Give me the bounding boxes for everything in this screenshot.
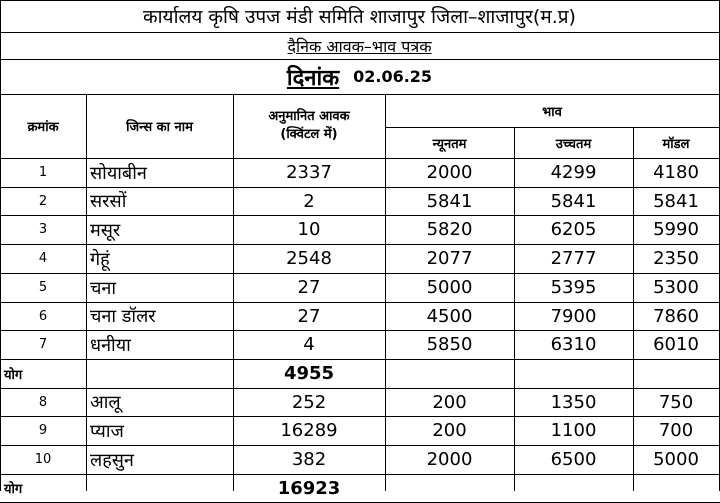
row-modal-price: 700 <box>658 420 694 441</box>
row-commodity: चना <box>90 277 117 299</box>
row-arrival: 2548 <box>286 248 332 269</box>
row-modal-price: 5990 <box>653 219 699 240</box>
row-max-price: 6310 <box>550 334 597 355</box>
row-serial: 3 <box>38 222 48 237</box>
row-min-price: 200 <box>432 420 467 441</box>
row-arrival: 382 <box>291 449 327 470</box>
row-min-price: 5841 <box>426 190 473 212</box>
row-max-price: 6500 <box>550 449 597 470</box>
total-label: योग <box>4 367 23 383</box>
total-label: योग <box>4 482 23 497</box>
row-serial: 7 <box>38 337 48 352</box>
row-arrival: 2 <box>303 190 315 212</box>
row-modal-price: 7860 <box>653 305 699 327</box>
row-commodity: लहसुन <box>90 449 134 471</box>
row-max-price: 4299 <box>550 162 597 183</box>
total-arrival: 4955 <box>283 363 335 384</box>
col-header-commodity: जिन्स का नाम <box>126 120 193 135</box>
row-arrival: 16289 <box>280 420 338 441</box>
row-arrival: 252 <box>291 391 327 413</box>
row-max-price: 7900 <box>550 305 597 327</box>
row-arrival: 4 <box>303 334 315 355</box>
row-serial: 5 <box>38 280 48 295</box>
row-max-price: 5395 <box>550 277 597 298</box>
row-arrival: 10 <box>297 219 321 240</box>
row-arrival: 27 <box>297 277 321 298</box>
col-header-price: भाव <box>542 104 562 120</box>
col-header-max: उच्चतम <box>555 136 592 152</box>
col-header-min: न्यूनतम <box>432 136 467 152</box>
row-serial: 2 <box>38 193 48 209</box>
row-commodity: सरसों <box>90 191 127 212</box>
sheet-subtitle: दैनिक आवक–भाव पत्रक <box>287 36 432 56</box>
row-max-price: 5841 <box>550 190 597 212</box>
row-max-price: 1100 <box>550 420 597 441</box>
sheet-title: कार्यालय कृषि उपज मंडी समिति शाजापुर जिला–शाजापुर(म.प्र) <box>143 6 576 28</box>
date-value: 02.06.25 <box>353 67 433 86</box>
row-modal-price: 750 <box>658 391 694 413</box>
row-min-price: 2077 <box>426 248 473 269</box>
col-header-arrival <box>233 94 385 158</box>
row-min-price: 2000 <box>426 162 473 183</box>
row-modal-price: 5300 <box>653 277 699 298</box>
row-min-price: 5850 <box>426 334 473 355</box>
row-modal-price: 5000 <box>653 449 699 470</box>
row-max-price: 6205 <box>550 219 597 240</box>
row-commodity: मसूर <box>90 219 121 241</box>
row-serial: 8 <box>38 394 48 410</box>
row-serial: 9 <box>38 423 48 438</box>
row-commodity: धनीया <box>90 334 131 356</box>
row-serial: 1 <box>38 165 48 180</box>
row-min-price: 200 <box>432 391 467 413</box>
row-max-price: 1350 <box>550 391 597 413</box>
row-min-price: 5820 <box>426 219 473 240</box>
row-serial: 6 <box>38 308 48 324</box>
col-header-modal: मॉडल <box>662 136 690 152</box>
col-header-arrival-arrival_line2: (क्विंटल में) <box>280 127 338 142</box>
row-commodity: प्याज <box>90 420 124 442</box>
row-modal-price: 4180 <box>653 162 699 183</box>
col-header-arrival-arrival_line1: अनुमानित आवक <box>268 109 350 124</box>
row-min-price: 4500 <box>426 305 473 327</box>
row-commodity: चना डॉलर <box>90 306 156 327</box>
row-max-price: 2777 <box>550 248 597 269</box>
row-min-price: 5000 <box>426 277 473 298</box>
col-header-serial: क्रमांक <box>27 120 59 135</box>
row-arrival: 27 <box>297 305 321 327</box>
row-commodity: गेहूं <box>90 248 110 270</box>
row-serial: 4 <box>38 251 48 266</box>
row-commodity: सोयाबीन <box>90 162 147 184</box>
date-label: दिनांक <box>286 65 340 91</box>
row-modal-price: 6010 <box>653 334 699 355</box>
row-modal-price: 2350 <box>653 248 699 269</box>
row-modal-price: 5841 <box>653 190 699 212</box>
total-arrival: 16923 <box>277 477 341 499</box>
row-min-price: 2000 <box>426 449 473 470</box>
row-arrival: 2337 <box>286 162 332 183</box>
row-serial: 10 <box>34 452 52 467</box>
date-row <box>0 59 719 94</box>
row-commodity: आलू <box>90 392 121 413</box>
